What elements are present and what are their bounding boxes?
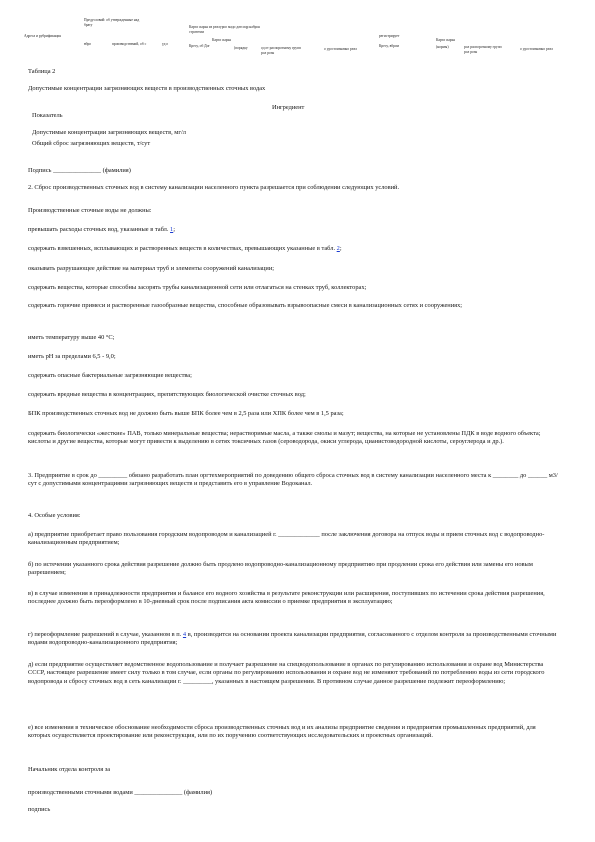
list-item: оказывать разрушающее действие на материал труб и элементы сооружений канализации; [28,265,275,272]
table-link-1[interactable]: 1 [170,226,174,233]
section2-heading: 2. Сброс производственных сточных вод в систему канализации населенного пункта разрешается при соблюдении следующих условий. [28,184,400,191]
header-col5b: Кресу, об Дог [189,44,210,48]
header-col5e: рол розн [261,51,275,55]
list-item: содержать горючие примеси и растворенные газообразные вещества, способные образовывать взрывоопасные смеси в канализационных сетях и сооружениях; [28,302,463,309]
footer-line1: Начальник отдела контроля за [28,766,111,773]
list-item: БПК производственных сточных вод не должно быть выше БПК более чем в 2,5 раза или ХПК более чем в 1,5 раза; [28,410,344,417]
header-col7b: (нормы) [436,45,449,49]
list-item: содержать опасные бактериальные загрязняющие вещества; [28,372,192,379]
header-col7e: о удостоизначно реал [520,47,553,51]
list-item: б) по истечении указанного срока действия разрешение должно быть продлено водопроводно-канализационному предприятию при продлении срока его действия или замены его новым разрешением; [28,561,533,577]
header-col4a: Карта сырья из реалуроо мадо датсоцр наброя [189,25,260,29]
header-col5f: о удостоизначно реал [324,47,357,51]
section2-lead: Производственные сточные воды не должны: [28,207,152,214]
section4-heading: 4. Особые условия: [28,512,81,519]
list-item: е) все изменения в техническое обоснование необходимости сброса производственных сточных вод и их анализы предприятие сведения и предприятия промышленных предприятий, для которых осуществляется проектирование или реконструкция, или по их поручению соответствующих исследовательских и проектных организаций. [28,724,536,740]
header-col5a: Карта сырья [212,38,231,42]
list-item: а) предприятие приобретает право пользования городским водопроводом и канализацией г. _____________ после заключения договора на отпуск воды и прием сточных вод с водопроводно-канализационным предприятием; [28,531,545,547]
header-col7c: рол распоротному групп [464,45,502,49]
table-row: Общий сброс загрязняющих веществ, т/сут [32,140,151,147]
header-col4b: стратегии [189,30,204,34]
table-column-header: Ингредиент [272,104,305,111]
header-col7a: Карта сырья [436,38,455,42]
list-item: содержать вредные вещества в концентрациях, препятствующих биологической очистке сточных вод; [28,391,306,398]
header-col3b: производствений, об с [112,42,147,46]
signature-line: Подпись _______________ (фамилия) [28,167,131,174]
list-item: содержать взвешенных, всплывающих и растворенных веществ в количествах, превышающих указанные в табл. 2; [28,245,342,252]
footer-line3: подпись [28,806,51,813]
table-title: Таблица 2 [28,68,56,75]
table-subtitle: Допустимые концентрации загрязняющих веществ в производственных сточных водах [28,85,266,92]
list-item: г) переоформление разрешений в случае, указанном в п. 4 в, производится на основании проекта канализации предприятия, согласованного с отделом контроля за производственными сточными водами водопроводно-канализационного предприятия; [28,631,557,647]
footer-line2: производственными сточными водами _______________ (фамилия) [28,789,213,796]
table-row-header: Показатель [32,112,63,119]
list-item: превышать расходы сточных вод, указанные в табл. 1; [28,226,176,233]
table-link-2[interactable]: 2 [336,245,340,252]
header-col7d: рол розн [464,50,478,54]
section3-paragraph: 3. Предприятие в срок до _________ обязано разработать план оргтехмероприятий по доведению общего сброса сточных вод в систему канализации населенного места к ________ до ______ м3/сут с допустимыми концентрациями загрязняющих веществ и представить его в управление Водоканал. [28,472,558,488]
header-col3a: вбро [84,42,92,46]
header-col6a: регистрирует [379,34,400,38]
page-header-band [24,14,574,62]
table-row: Допустимые концентрации загрязняющих веществ, мг/л [32,129,186,136]
list-item: содержать биологически «жесткие» ПАВ, только минеральные вещества; нерастворимые масла, а также смолы и мазут; вещества, на которые не установлены ПДК в воде водного объекта; кислоты и другие вещества, которые могут привести к выделению в сетях токсичных газов (сероводорода, окиси углерода, цианистоводородной кислоты, сероуглерода и др.). [28,430,541,446]
header-col6b: Кресу, вбром [379,44,399,48]
header-col2a: Предусловий: об утвержденные над [84,18,140,22]
list-item: д) если предприятие осуществляет ведомственное водопользование и получает разрешение на спецводопользование в органах по регулированию использования и охране вод Министерства СССР, настоящее разрешение имеет силу только в том случае, если органы по регулированию использования и охране вод не изменяют требований по потреблению воды из сети городского водопровода и сбросу сточных вод в сеть канализации г. _________, указанных в настоящем разрешении. В противном случае данное разрешение подлежит переоформлению; [28,661,545,685]
list-item: содержать вещества, которые способны засорять трубы канализационной сети или отлагаться на стенках труб, коллекторах; [28,284,367,291]
list-item: иметь рН за пределами 6,5 - 9,0; [28,353,116,360]
header-col5c: (порядку [234,46,248,50]
header-col1: Адреса и рубрификация [24,34,61,38]
header-col2b: брату [84,23,93,27]
list-item: в) в случае изменения в принадлежности предприятия и балансе его водного хозяйства в результате реконструкции или расширения, поступивших по истечении срока действия разрешения, последнее должно быть переоформлено в 10-дневный срок после подписания акта комиссии о приемке предприятия в эксплуатацию; [28,590,545,606]
header-col3c: уд о [162,42,169,46]
clause-link-4[interactable]: 4 [182,631,187,638]
list-item: иметь температуру выше 40 °С; [28,334,115,341]
header-col5d: од от распоротному групп [261,46,301,50]
